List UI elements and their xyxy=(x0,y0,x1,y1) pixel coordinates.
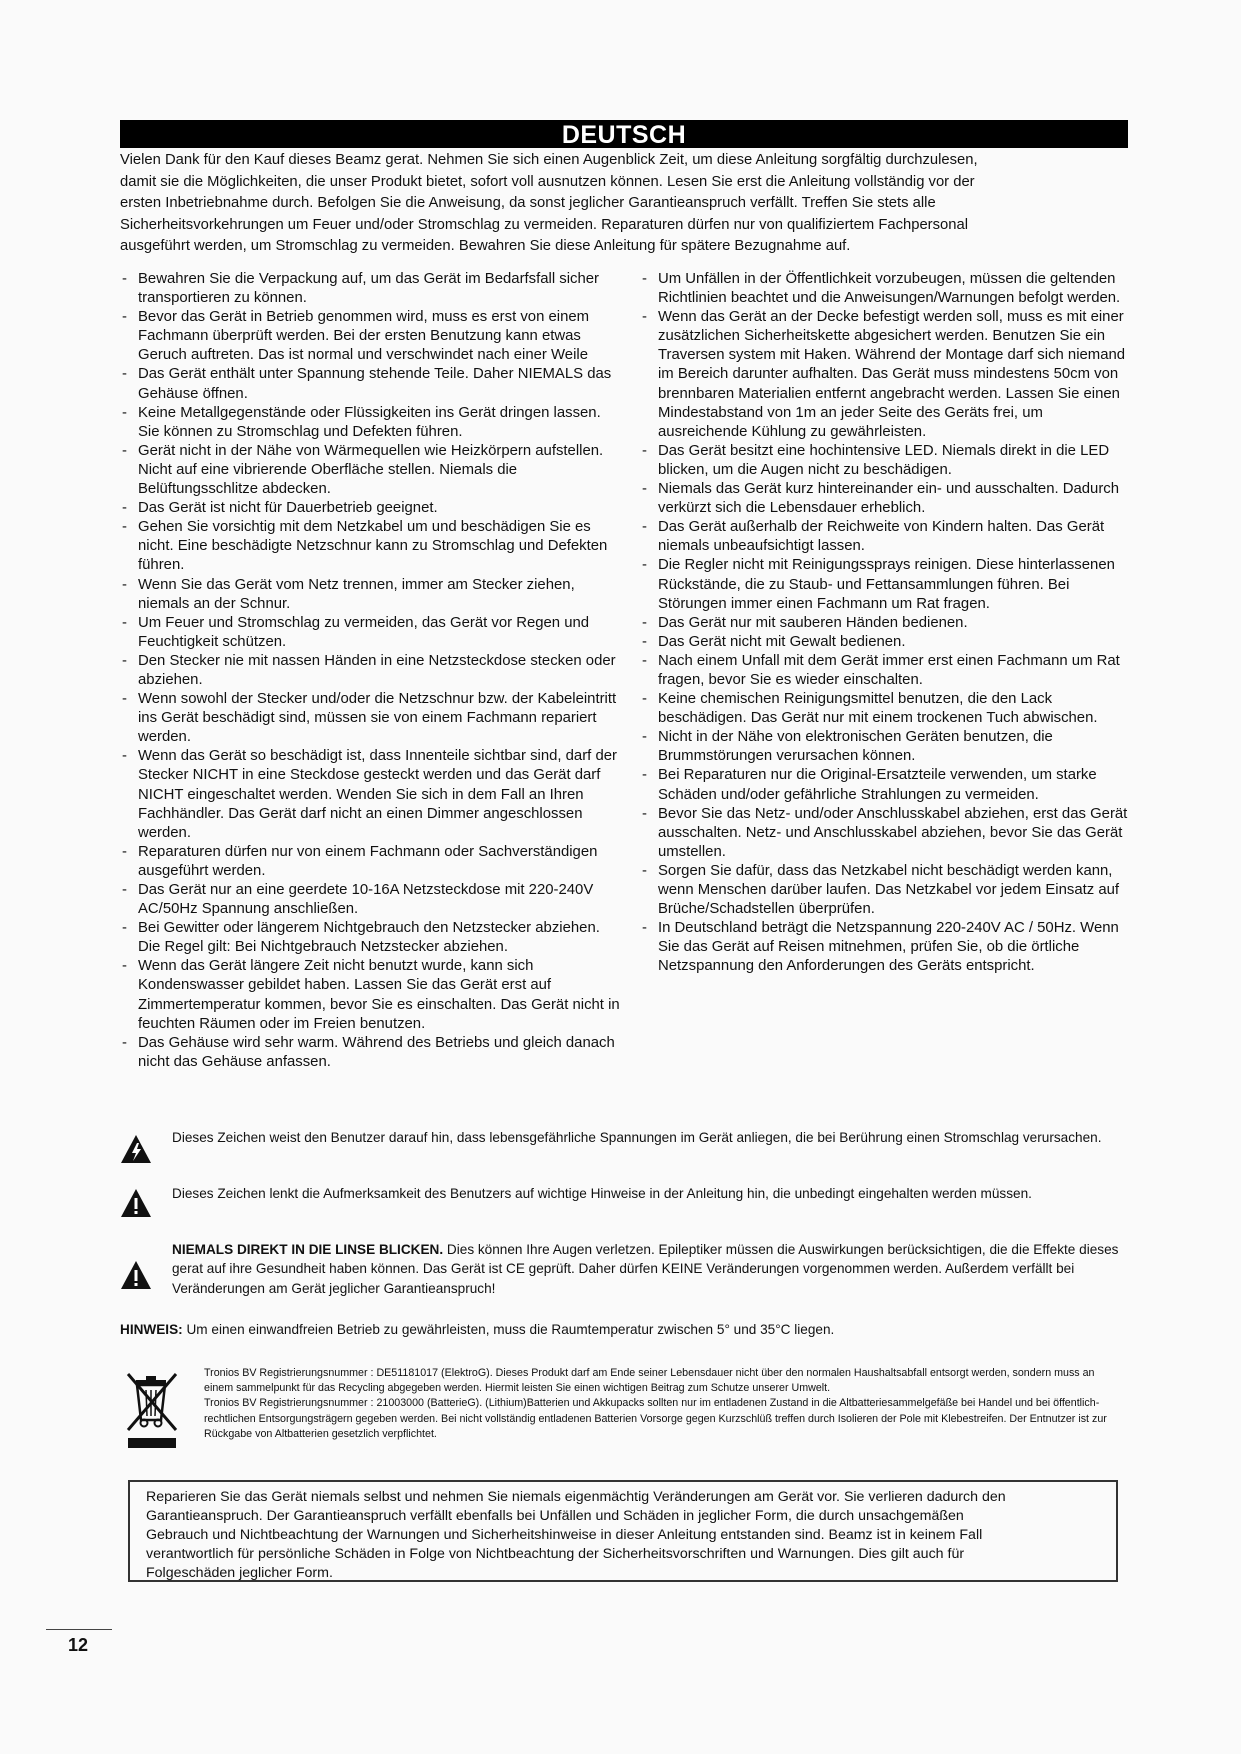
list-item: - Das Gerät enthält unter Spannung stehende Teile. Daher NIEMALS das Gehäuse öffnen. xyxy=(120,365,625,403)
list-item: - Bewahren Sie die Verpackung auf, um das Gerät im Bedarfsfall sicher transportieren zu können. xyxy=(120,270,625,308)
intro-line: ausgeführt werden, um Stromschlag zu vermeiden. Bewahren Sie diese Anleitung für spätere Bezugnahme auf. xyxy=(120,238,851,254)
list-item: - Das Gerät nur an eine geerdete 10-16A Netzsteckdose mit 220-240V AC/50Hz Spannung anschließen. xyxy=(120,881,625,919)
intro-line: Sicherheitsvorkehrungen um Feuer und/oder Stromschlag zu vermeiden. Reparaturen dürfen nur von qualifiziertem Fachpersonal xyxy=(120,216,968,233)
list-item: - Wenn sowohl der Stecker und/oder die Netzschnur bzw. der Kabeleintritt ins Gerät beschädigt sind, müssen sie von einem Fachmann repariert werden. xyxy=(120,690,625,747)
lightning-warning-icon xyxy=(120,1134,152,1164)
disposal-notice xyxy=(204,1366,1124,1442)
lens-warning-heading: NIEMALS DIREKT IN DIE LINSE BLICKEN. xyxy=(172,1242,444,1257)
list-item: - Gerät nicht in der Nähe von Wärmequellen wie Heizkörpern aufstellen. Nicht auf eine vibrierende Oberfläche stellen. Niemals die Belüftungsschlitze abdecken. xyxy=(120,442,625,499)
list-item: - Die Regler nicht mit Reinigungssprays reinigen. Diese hinterlassenen Rückstände, die zu Staub- und Fettansammlungen führen. Bei Störungen immer einen Fachmann um Rat fragen. xyxy=(640,556,1135,613)
list-item: - Bevor das Gerät in Betrieb genommen wird, muss es erst von einem Fachmann überprüft werden. Bei der ersten Benutzung kann etwas Geruch auftreten. Das ist normal und verschwindet nach einer Weile xyxy=(120,308,625,365)
disclaimer-line: verantwortlich für persönliche Schäden in Folge von Nichtbeachtung der Sicherheitsvorschriften und Warnungen. Dies gilt auch für xyxy=(146,1546,965,1562)
list-item: - Sorgen Sie dafür, dass das Netzkabel nicht beschädigt werden kann, wenn Menschen darüber laufen. Das Netzkabel vor jedem Einsatz auf Brüche/Schadstellen überprüfen. xyxy=(640,862,1135,919)
battery-paragraph: Tronios BV Registrierungsnummer : 21003000 (BatterieG). (Lithium)Batterien und Akkupacks sollten nur im entladenen Zustand in die Altbatteriesammelgefäße bei Handel und bei öffentlich-rechtlichen Entsorgungsträgern gegeben werden. Bei nicht vollständig entladenen Batterien Vorsorge gegen Kurzschlüß treffen durch Isolieren der Pole mit Klebestreifen. Der Entnutzer ist zur Rückgabe von Altbatterien gesetzlich verpflichtet. xyxy=(204,1397,1107,1440)
intro-paragraph xyxy=(120,150,1130,258)
list-item: - Das Gerät besitzt eine hochintensive LED. Niemals direkt in die LED blicken, um die Augen nicht zu beschädigen. xyxy=(640,442,1135,480)
page-number: 12 xyxy=(68,1635,89,1655)
list-item: - Um Feuer und Stromschlag zu vermeiden, das Gerät vor Regen und Feuchtigkeit schützen. xyxy=(120,614,625,652)
list-item: - Reparaturen dürfen nur von einem Fachmann oder Sachverständigen ausgeführt werden. xyxy=(120,843,625,881)
note-label: HINWEIS: xyxy=(120,1322,183,1337)
exclamation-warning-icon xyxy=(120,1260,152,1290)
list-item: - Das Gerät nicht mit Gewalt bedienen. xyxy=(640,633,1135,652)
section-title-bar: DEUTSCH xyxy=(120,120,1128,148)
list-item: - Bei Reparaturen nur die Original-Ersatzteile verwenden, um starke Schäden und/oder gefährliche Strahlungen zu vermeiden. xyxy=(640,766,1135,804)
intro-line: damit sie die Möglichkeiten, die unser Produkt bietet, sofort voll ausnutzen können. Lesen Sie erst die Anleitung vollständig vor der xyxy=(120,173,975,190)
crossed-out-wheelie-bin-icon xyxy=(122,1372,182,1452)
list-item: - Das Gerät ist nicht für Dauerbetrieb geeignet. xyxy=(120,499,625,518)
intro-line: Vielen Dank für den Kauf dieses Beamz gerat. Nehmen Sie sich einen Augenblick Zeit, um diese Anleitung sorgfältig durchzulesen, xyxy=(120,152,978,168)
warranty-disclaimer-box xyxy=(128,1480,1118,1582)
disclaimer-line: Gebrauch und Nichtbeachtung der Warnungen und Sicherheitshinweise in dieser Anleitung entstanden sind. Beamz ist in keinem Fall xyxy=(146,1527,983,1543)
safety-list-left xyxy=(120,270,625,1072)
list-item: - Nicht in der Nähe von elektronischen Geräten benutzen, die Brummstörungen verursachen können. xyxy=(640,728,1135,766)
footer-divider xyxy=(46,1629,112,1630)
list-item: - Das Gerät außerhalb der Reichweite von Kindern halten. Das Gerät niemals unbeaufsichtigt lassen. xyxy=(640,518,1135,556)
list-item: - Wenn das Gerät an der Decke befestigt werden soll, muss es mit einer zusätzlichen Sicherheitskette abgesichert werden. Benutzen Sie ein Traversen system mit Haken. Während der Montage darf sich niemand im Bereich darunter aufhalten. Das Gerät muss mindestens 50cm von brennbaren Materialien entfernt angebracht werden. Lassen Sie einen Mindestabstand von 1m an jeder Seite des Geräts frei, um ausreichende Kühlung zu gewährleisten. xyxy=(640,308,1135,442)
list-item: - Wenn das Gerät längere Zeit nicht benutzt wurde, kann sich Kondenswasser gebildet haben. Lassen Sie das Gerät erst auf Zimmertemperatur kommen, bevor Sie es einschalten. Das Gerät nicht in feuchten Räumen oder im Freien benutzen. xyxy=(120,957,625,1033)
list-item: - Das Gehäuse wird sehr warm. Während des Betriebs und gleich danach nicht das Gehäuse anfassen. xyxy=(120,1034,625,1072)
disclaimer-line: Folgeschäden jeglicher Form. xyxy=(146,1565,333,1581)
note-text: Um einen einwandfreien Betrieb zu gewährleisten, muss die Raumtemperatur zwischen 5° und 35°C liegen. xyxy=(182,1322,835,1337)
list-item: - Keine Metallgegenstände oder Flüssigkeiten ins Gerät dringen lassen. Sie können zu Stromschlag und Defekten führen. xyxy=(120,404,625,442)
exclamation-warning-icon xyxy=(120,1188,152,1218)
attention-warning-text: Dieses Zeichen lenkt die Aufmerksamkeit des Benutzers auf wichtige Hinweise in der Anleitung hin, die unbedingt eingehalten werden müssen. xyxy=(172,1186,1032,1201)
disposal-paragraph: Tronios BV Registrierungsnummer : DE51181017 (ElektroG). Dieses Produkt darf am Ende seiner Lebensdauer nicht über den normalen Haushaltsabfall entsorgt werden, sondern muss an einem sammelpunkt für das Recycling abgegeben werden. Hiermit leisten Sie einen wichtigen Beitrag zum Schutze unserer Umwelt. xyxy=(204,1367,1095,1395)
safety-list-right xyxy=(640,270,1135,976)
list-item: - Bevor Sie das Netz- und/oder Anschlusskabel abziehen, erst das Gerät ausschalten. Netz- und Anschlusskabel abziehen, bevor Sie das Gerät umstellen. xyxy=(640,805,1135,862)
list-item: - Um Unfällen in der Öffentlichkeit vorzubeugen, müssen die geltenden Richtlinien beachtet und die Anweisungen/Warnungen befolgt werden. xyxy=(640,270,1135,308)
list-item: - Wenn das Gerät so beschädigt ist, dass Innenteile sichtbar sind, darf der Stecker NICHT in eine Steckdose gesteckt werden und das Gerät darf NICHT eingeschaltet werden. Wenden Sie sich in dem Fall an Ihren Fachhändler. Das Gerät darf nicht an einen Dimmer angeschlossen werden. xyxy=(120,747,625,842)
lens-warning-text xyxy=(172,1240,1132,1298)
list-item: - Den Stecker nie mit nassen Händen in eine Netzsteckdose stecken oder abziehen. xyxy=(120,652,625,690)
intro-line: ersten Inbetriebnahme durch. Befolgen Sie die Anweisung, da sonst jeglicher Garantieanspruch verfällt. Treffen Sie stets alle xyxy=(120,195,936,211)
list-item: - Bei Gewitter oder längerem Nichtgebrauch den Netzstecker abziehen. Die Regel gilt: Bei Nichtgebrauch Netzstecker abziehen. xyxy=(120,919,625,957)
disclaimer-line: Reparieren Sie das Gerät niemals selbst und nehmen Sie niemals eigenmächtig Veränderungen am Gerät vor. Sie verlieren dadurch den xyxy=(146,1489,1006,1505)
list-item: - In Deutschland beträgt die Netzspannung 220-240V AC / 50Hz. Wenn Sie das Gerät auf Reisen mitnehmen, prüfen Sie, ob die örtliche Netzspannung den Anforderungen des Geräts entspricht. xyxy=(640,919,1135,976)
list-item: - Keine chemischen Reinigungsmittel benutzen, die den Lack beschädigen. Das Gerät nur mit einem trockenen Tuch abwischen. xyxy=(640,690,1135,728)
list-item: - Gehen Sie vorsichtig mit dem Netzkabel um und beschädigen Sie es nicht. Eine beschädigte Netzschnur kann zu Stromschlag und Defekten führen. xyxy=(120,518,625,575)
temperature-note xyxy=(120,1320,910,1340)
list-item: - Nach einem Unfall mit dem Gerät immer erst einen Fachmann um Rat fragen, bevor Sie es wieder einschalten. xyxy=(640,652,1135,690)
list-item: - Das Gerät nur mit sauberen Händen bedienen. xyxy=(640,614,1135,633)
list-item: - Niemals das Gerät kurz hintereinander ein- und ausschalten. Dadurch verkürzt sich die Lebensdauer erheblich. xyxy=(640,480,1135,518)
lens-warning-body: Dies können Ihre Augen verletzen. Epileptiker müssen die Auswirkungen berücksichtigen, die die Effekte dieses gerat auf ihre Gesundheit haben können. Das Gerät ist CE geprüft. Daher dürfen KEINE Veränderungen vorgenommen werden. Außerdem verfällt bei Veränderungen am Gerät jeglicher Garantieanspruch! xyxy=(172,1242,1119,1296)
disclaimer-line: Garantieanspruch. Der Garantieanspruch verfällt ebenfalls bei Unfällen und Schäden in jeglicher Form, die durch unsachgemäßen xyxy=(146,1508,964,1524)
shock-warning-text: Dieses Zeichen weist den Benutzer darauf hin, dass lebensgefährliche Spannungen im Gerät anliegen, die bei Berührung einen Stromschlag verursachen. xyxy=(172,1130,1102,1145)
list-item: - Wenn Sie das Gerät vom Netz trennen, immer am Stecker ziehen, niemals an der Schnur. xyxy=(120,576,625,614)
